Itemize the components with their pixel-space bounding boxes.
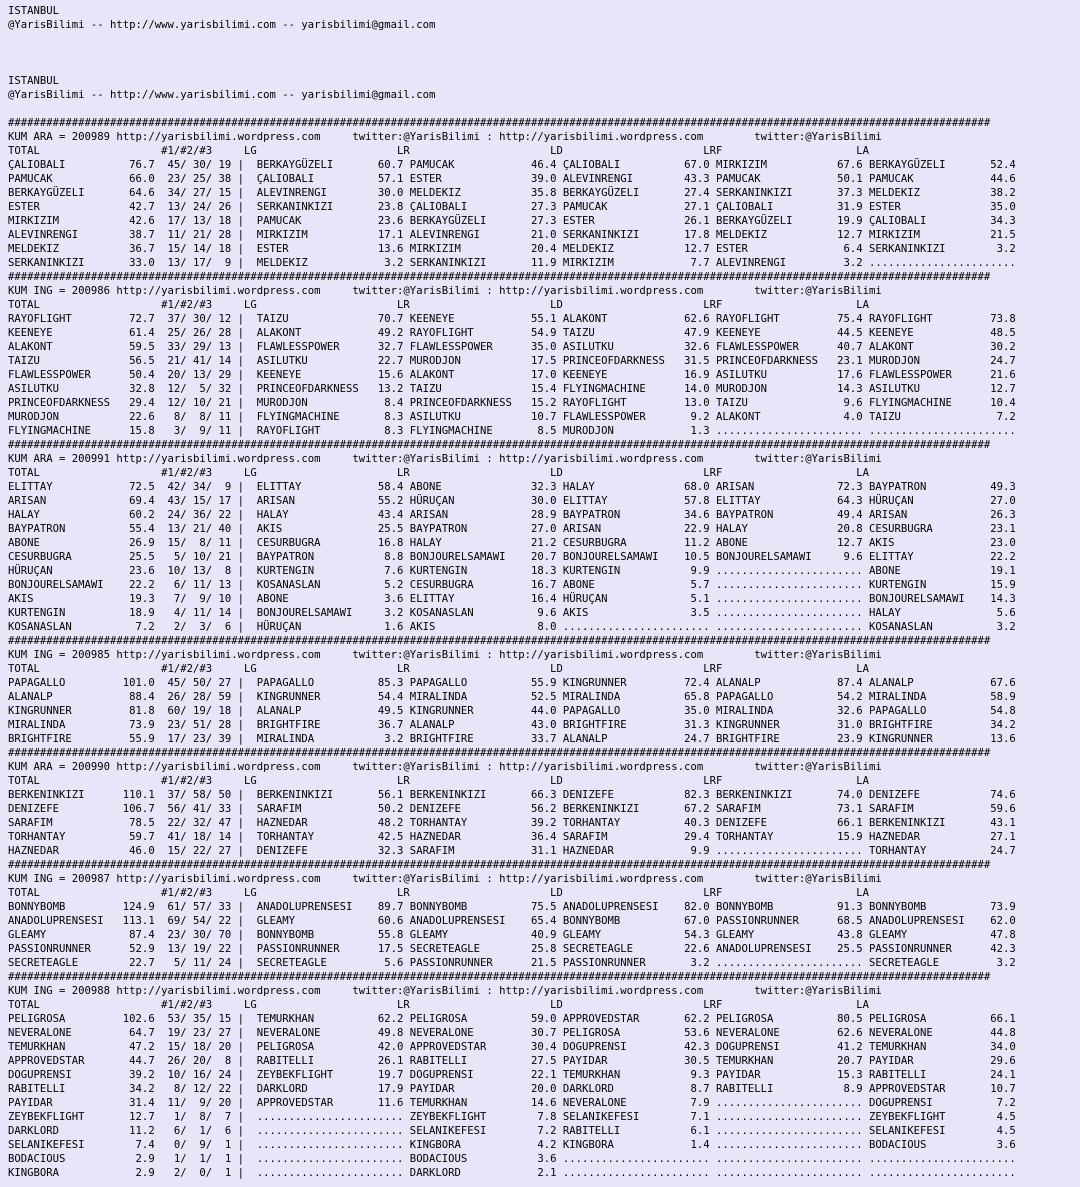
spacer: [8, 32, 1080, 46]
table-row: MIRALINDA 73.9 23/ 51/ 28 | BRIGHTFIRE 36.7 ALANALP 43.0 BRIGHTFIRE 31.3 KINGRUNNER 31.0 BRIGHTFIRE 34.2: [8, 719, 1016, 731]
table-row: ANADOLUPRENSESI 113.1 69/ 54/ 22 | GLEAMY 60.6 ANADOLUPRENSESI 65.4 BONNYBOMB 67.0 PASSIONRUNNER 68.5 ANADOLUPRENSESI 62.0: [8, 915, 1016, 927]
separator-line: ##########################################################################################################################################################: [8, 117, 991, 129]
table-row: ABONE 26.9 15/ 8/ 11 | CESURBUGRA 16.8 HALAY 21.2 CESURBUGRA 11.2 ABONE 12.7 AKIS 23.0: [8, 537, 1016, 549]
table-row: PAPAGALLO 101.0 45/ 50/ 27 | PAPAGALLO 85.3 PAPAGALLO 55.9 KINGRUNNER 72.4 ALANALP 87.4 ALANALP 67.6: [8, 677, 1016, 689]
race-title: KUM ING = 200985 http://yarisbilimi.wordpress.com twitter:@YarisBilimi : http://yarisbilimi.wordpress.com twitter:@YarisBilimi: [8, 649, 882, 661]
table-row: BONNYBOMB 124.9 61/ 57/ 33 | ANADOLUPRENSESI 89.7 BONNYBOMB 75.5 ANADOLUPRENSESI 82.0 BONNYBOMB 91.3 BONNYBOMB 73.9: [8, 901, 1016, 913]
column-header: TOTAL #1/#2/#3 LG LR LD LRF LA: [8, 663, 870, 675]
table-row: RAYOFLIGHT 72.7 37/ 30/ 12 | TAIZU 70.7 KEENEYE 55.1 ALAKONT 62.6 RAYOFLIGHT 75.4 RAYOFLIGHT 73.8: [8, 313, 1016, 325]
table-row: ZEYBEKFLIGHT 12.7 1/ 8/ 7 | ....................... ZEYBEKFLIGHT 7.8 SELANIKEFESI 7.1 ....................... ZEYBEKFLIGHT 4.5: [8, 1111, 1016, 1123]
table-row: BAYPATRON 55.4 13/ 21/ 40 | AKIS 25.5 BAYPATRON 27.0 ARISAN 22.9 HALAY 20.8 CESURBUGRA 23.1: [8, 523, 1016, 535]
table-row: KINGRUNNER 81.8 60/ 19/ 18 | ALANALP 49.5 KINGRUNNER 44.0 PAPAGALLO 35.0 MIRALINDA 32.6 PAPAGALLO 54.8: [8, 705, 1016, 717]
header-contact: @YarisBilimi -- http://www.yarisbilimi.com -- yarisbilimi@gmail.com: [8, 19, 436, 31]
table-row: FLYINGMACHINE 15.8 3/ 9/ 11 | RAYOFLIGHT 8.3 FLYINGMACHINE 8.5 MURODJON 1.3 ....................... .......................: [8, 425, 1016, 437]
header2-contact: @YarisBilimi -- http://www.yarisbilimi.com -- yarisbilimi@gmail.com: [8, 89, 436, 101]
table-row: DOGUPRENSI 39.2 10/ 16/ 24 | ZEYBEKFLIGHT 19.7 DOGUPRENSI 22.1 TEMURKHAN 9.3 PAYIDAR 15.3 RABITELLI 24.1: [8, 1069, 1016, 1081]
race-list: [8, 116, 1080, 1180]
table-row: ÇALIOBALI 76.7 45/ 30/ 19 | BERKAYGÜZELI 60.7 PAMUCAK 46.4 ÇALIOBALI 67.0 MIRKIZIM 67.6 BERKAYGÜZELI 52.4: [8, 159, 1016, 171]
column-header: TOTAL #1/#2/#3 LG LR LD LRF LA: [8, 299, 870, 311]
table-row: PASSIONRUNNER 52.9 13/ 19/ 22 | PASSIONRUNNER 17.5 SECRETEAGLE 25.8 SECRETEAGLE 22.6 ANADOLUPRENSESI 25.5 PASSIONRUNNER 42.3: [8, 943, 1016, 955]
table-row: BONJOURELSAMAWI 22.2 6/ 11/ 13 | KOSANASLAN 5.2 CESURBUGRA 16.7 ABONE 5.7 ....................... KURTENGIN 15.9: [8, 579, 1016, 591]
spacer: [8, 46, 1080, 60]
table-row: KOSANASLAN 7.2 2/ 3/ 6 | HÜRUÇAN 1.6 AKIS 8.0 ....................... ....................... KOSANASLAN 3.2: [8, 621, 1016, 633]
table-row: SELANIKEFESI 7.4 0/ 9/ 1 | ....................... KINGBORA 4.2 KINGBORA 1.4 ....................... BODACIOUS 3.6: [8, 1139, 1016, 1151]
table-row: TORHANTAY 59.7 41/ 18/ 14 | TORHANTAY 42.5 HAZNEDAR 36.4 SARAFIM 29.4 TORHANTAY 15.9 HAZNEDAR 27.1: [8, 831, 1016, 843]
table-row: SARAFIM 78.5 22/ 32/ 47 | HAZNEDAR 48.2 TORHANTAY 39.2 TORHANTAY 40.3 DENIZEFE 66.1 BERKENINKIZI 43.1: [8, 817, 1016, 829]
table-row: APPROVEDSTAR 44.7 26/ 20/ 8 | RABITELLI 26.1 RABITELLI 27.5 PAYIDAR 30.5 TEMURKHAN 20.7 PAYIDAR 29.6: [8, 1055, 1016, 1067]
table-row: KURTENGIN 18.9 4/ 11/ 14 | BONJOURELSAMAWI 3.2 KOSANASLAN 9.6 AKIS 3.5 ....................... HALAY 5.6: [8, 607, 1016, 619]
table-row: DENIZEFE 106.7 56/ 41/ 33 | SARAFIM 50.2 DENIZEFE 56.2 BERKENINKIZI 67.2 SARAFIM 73.1 SARAFIM 59.6: [8, 803, 1016, 815]
table-row: ALAKONT 59.5 33/ 29/ 13 | FLAWLESSPOWER 32.7 FLAWLESSPOWER 35.0 ASILUTKU 32.6 FLAWLESSPOWER 40.7 ALAKONT 30.2: [8, 341, 1016, 353]
header-city: ISTANBUL: [8, 5, 60, 17]
race-title: KUM ARA = 200990 http://yarisbilimi.wordpress.com twitter:@YarisBilimi : http://yarisbilimi.wordpress.com twitter:@YarisBilimi: [8, 761, 882, 773]
spacer: [8, 102, 1080, 116]
table-row: ALANALP 88.4 26/ 28/ 59 | KINGRUNNER 54.4 MIRALINDA 52.5 MIRALINDA 65.8 PAPAGALLO 54.2 MIRALINDA 58.9: [8, 691, 1016, 703]
column-header: TOTAL #1/#2/#3 LG LR LD LRF LA: [8, 467, 870, 479]
race-title: KUM ING = 200987 http://yarisbilimi.wordpress.com twitter:@YarisBilimi : http://yarisbilimi.wordpress.com twitter:@YarisBilimi: [8, 873, 882, 885]
table-row: HÜRUÇAN 23.6 10/ 13/ 8 | KURTENGIN 7.6 KURTENGIN 18.3 KURTENGIN 9.9 ....................... ABONE 19.1: [8, 565, 1016, 577]
table-row: TAIZU 56.5 21/ 41/ 14 | ASILUTKU 22.7 MURODJON 17.5 PRINCEOFDARKNESS 31.5 PRINCEOFDARKNESS 23.1 MURODJON 24.7: [8, 355, 1016, 367]
table-row: PAYIDAR 31.4 11/ 9/ 20 | APPROVEDSTAR 11.6 TEMURKHAN 14.6 NEVERALONE 7.9 ....................... DOGUPRENSI 7.2: [8, 1097, 1016, 1109]
table-row: HAZNEDAR 46.0 15/ 22/ 27 | DENIZEFE 32.3 SARAFIM 31.1 HAZNEDAR 9.9 ....................... TORHANTAY 24.7: [8, 845, 1016, 857]
table-row: BRIGHTFIRE 55.9 17/ 23/ 39 | MIRALINDA 3.2 BRIGHTFIRE 33.7 ALANALP 24.7 BRIGHTFIRE 23.9 KINGRUNNER 13.6: [8, 733, 1016, 745]
race-title: KUM ARA = 200989 http://yarisbilimi.wordpress.com twitter:@YarisBilimi : http://yarisbilimi.wordpress.com twitter:@YarisBilimi: [8, 131, 882, 143]
table-row: PRINCEOFDARKNESS 29.4 12/ 10/ 21 | MURODJON 8.4 PRINCEOFDARKNESS 15.2 RAYOFLIGHT 13.0 TAIZU 9.6 FLYINGMACHINE 10.4: [8, 397, 1016, 409]
table-row: ASILUTKU 32.8 12/ 5/ 32 | PRINCEOFDARKNESS 13.2 TAIZU 15.4 FLYINGMACHINE 14.0 MURODJON 14.3 ASILUTKU 12.7: [8, 383, 1016, 395]
table-row: DARKLORD 11.2 6/ 1/ 6 | ....................... SELANIKEFESI 7.2 RABITELLI 6.1 ....................... SELANIKEFESI 4.5: [8, 1125, 1016, 1137]
column-header: TOTAL #1/#2/#3 LG LR LD LRF LA: [8, 999, 870, 1011]
table-row: KEENEYE 61.4 25/ 26/ 28 | ALAKONT 49.2 RAYOFLIGHT 54.9 TAIZU 47.9 KEENEYE 44.5 KEENEYE 48.5: [8, 327, 1016, 339]
column-header: TOTAL #1/#2/#3 LG LR LD LRF LA: [8, 887, 870, 899]
column-header: TOTAL #1/#2/#3 LG LR LD LRF LA: [8, 145, 870, 157]
table-row: PAMUCAK 66.0 23/ 25/ 38 | ÇALIOBALI 57.1 ESTER 39.0 ALEVINRENGI 43.3 PAMUCAK 50.1 PAMUCAK 44.6: [8, 173, 1016, 185]
table-row: GLEAMY 87.4 23/ 30/ 70 | BONNYBOMB 55.8 GLEAMY 40.9 GLEAMY 54.3 GLEAMY 43.8 GLEAMY 47.8: [8, 929, 1016, 941]
separator-line: ##########################################################################################################################################################: [8, 635, 991, 647]
table-row: ARISAN 69.4 43/ 15/ 17 | ARISAN 55.2 HÜRUÇAN 30.0 ELITTAY 57.8 ELITTAY 64.3 HÜRUÇAN 27.0: [8, 495, 1016, 507]
table-row: ELITTAY 72.5 42/ 34/ 9 | ELITTAY 58.4 ABONE 32.3 HALAY 68.0 ARISAN 72.3 BAYPATRON 49.3: [8, 481, 1016, 493]
table-row: AKIS 19.3 7/ 9/ 10 | ABONE 3.6 ELITTAY 16.4 HÜRUÇAN 5.1 ....................... BONJOURELSAMAWI 14.3: [8, 593, 1016, 605]
separator-line: ##########################################################################################################################################################: [8, 859, 991, 871]
table-row: BODACIOUS 2.9 1/ 1/ 1 | ....................... BODACIOUS 3.6 ....................... ....................... .......................: [8, 1153, 1016, 1165]
table-row: FLAWLESSPOWER 50.4 20/ 13/ 29 | KEENEYE 15.6 ALAKONT 17.0 KEENEYE 16.9 ASILUTKU 17.6 FLAWLESSPOWER 21.6: [8, 369, 1016, 381]
race-title: KUM ING = 200986 http://yarisbilimi.wordpress.com twitter:@YarisBilimi : http://yarisbilimi.wordpress.com twitter:@YarisBilimi: [8, 285, 882, 297]
table-row: NEVERALONE 64.7 19/ 23/ 27 | NEVERALONE 49.8 NEVERALONE 30.7 PELIGROSA 53.6 NEVERALONE 62.6 NEVERALONE 44.8: [8, 1027, 1016, 1039]
table-row: RABITELLI 34.2 8/ 12/ 22 | DARKLORD 17.9 PAYIDAR 20.0 DARKLORD 8.7 RABITELLI 8.9 APPROVEDSTAR 10.7: [8, 1083, 1016, 1095]
table-row: SECRETEAGLE 22.7 5/ 11/ 24 | SECRETEAGLE 5.6 PASSIONRUNNER 21.5 PASSIONRUNNER 3.2 ....................... SECRETEAGLE 3.2: [8, 957, 1016, 969]
table-row: KINGBORA 2.9 2/ 0/ 1 | ....................... DARKLORD 2.1 ....................... ....................... .......................: [8, 1167, 1016, 1179]
table-row: HALAY 60.2 24/ 36/ 22 | HALAY 43.4 ARISAN 28.9 BAYPATRON 34.6 BAYPATRON 49.4 ARISAN 26.3: [8, 509, 1016, 521]
race-title: KUM ING = 200988 http://yarisbilimi.wordpress.com twitter:@YarisBilimi : http://yarisbilimi.wordpress.com twitter:@YarisBilimi: [8, 985, 882, 997]
separator-line: ##########################################################################################################################################################: [8, 747, 991, 759]
table-row: SERKANINKIZI 33.0 13/ 17/ 9 | MELDEKIZ 3.2 SERKANINKIZI 11.9 MIRKIZIM 7.7 ALEVINRENGI 3.2 .......................: [8, 257, 1016, 269]
spacer: [8, 60, 1080, 74]
table-row: CESURBUGRA 25.5 5/ 10/ 21 | BAYPATRON 8.8 BONJOURELSAMAWI 20.7 BONJOURELSAMAWI 10.5 BONJOURELSAMAWI 9.6 ELITTAY 22.2: [8, 551, 1016, 563]
table-row: MIRKIZIM 42.6 17/ 13/ 18 | PAMUCAK 23.6 BERKAYGÜZELI 27.3 ESTER 26.1 BERKAYGÜZELI 19.9 ÇALIOBALI 34.3: [8, 215, 1016, 227]
table-row: ESTER 42.7 13/ 24/ 26 | SERKANINKIZI 23.8 ÇALIOBALI 27.3 PAMUCAK 27.1 ÇALIOBALI 31.9 ESTER 35.0: [8, 201, 1016, 213]
table-row: BERKENINKIZI 110.1 37/ 58/ 50 | BERKENINKIZI 56.1 BERKENINKIZI 66.3 DENIZEFE 82.3 BERKENINKIZI 74.0 DENIZEFE 74.6: [8, 789, 1016, 801]
table-row: TEMURKHAN 47.2 15/ 18/ 20 | PELIGROSA 42.0 APPROVEDSTAR 30.4 DOGUPRENSI 42.3 DOGUPRENSI 41.2 TEMURKHAN 34.0: [8, 1041, 1016, 1053]
table-row: MELDEKIZ 36.7 15/ 14/ 18 | ESTER 13.6 MIRKIZIM 20.4 MELDEKIZ 12.7 ESTER 6.4 SERKANINKIZI 3.2: [8, 243, 1016, 255]
table-row: ALEVINRENGI 38.7 11/ 21/ 28 | MIRKIZIM 17.1 ALEVINRENGI 21.0 SERKANINKIZI 17.8 MELDEKIZ 12.7 MIRKIZIM 21.5: [8, 229, 1016, 241]
table-row: PELIGROSA 102.6 53/ 35/ 15 | TEMURKHAN 62.2 PELIGROSA 59.0 APPROVEDSTAR 62.2 PELIGROSA 80.5 PELIGROSA 66.1: [8, 1013, 1016, 1025]
column-header: TOTAL #1/#2/#3 LG LR LD LRF LA: [8, 775, 870, 787]
separator-line: ##########################################################################################################################################################: [8, 971, 991, 983]
header2-city: ISTANBUL: [8, 75, 60, 87]
separator-line: ##########################################################################################################################################################: [8, 439, 991, 451]
table-row: BERKAYGÜZELI 64.6 34/ 27/ 15 | ALEVINRENGI 30.0 MELDEKIZ 35.8 BERKAYGÜZELI 27.4 SERKANINKIZI 37.3 MELDEKIZ 38.2: [8, 187, 1016, 199]
table-row: MURODJON 22.6 8/ 8/ 11 | FLYINGMACHINE 8.3 ASILUTKU 10.7 FLAWLESSPOWER 9.2 ALAKONT 4.0 TAIZU 7.2: [8, 411, 1016, 423]
separator-line: ##########################################################################################################################################################: [8, 271, 991, 283]
race-title: KUM ARA = 200991 http://yarisbilimi.wordpress.com twitter:@YarisBilimi : http://yarisbilimi.wordpress.com twitter:@YarisBilimi: [8, 453, 882, 465]
